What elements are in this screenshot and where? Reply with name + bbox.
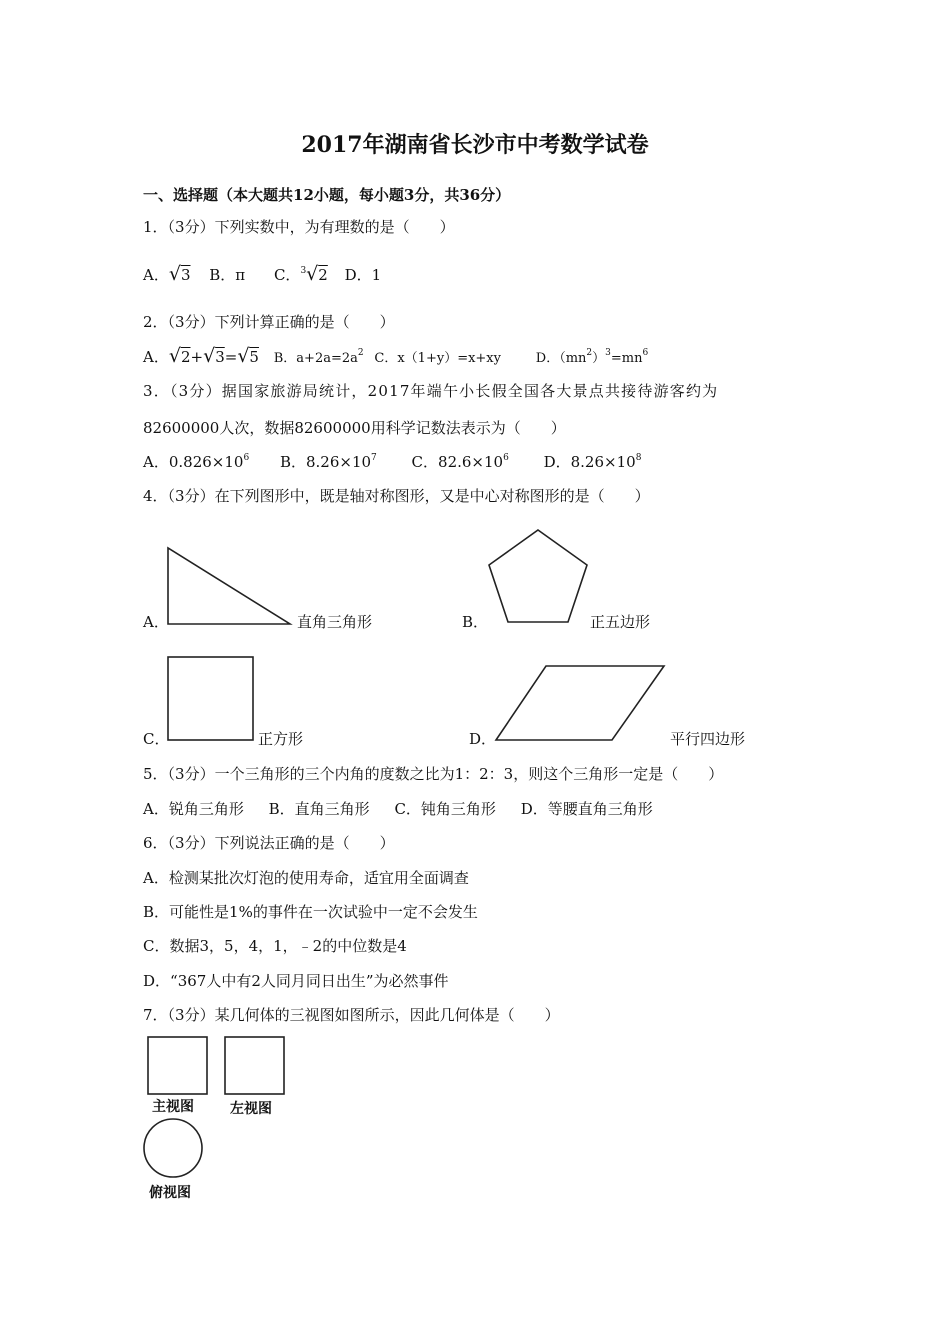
- q2-a-radicand-1: 2: [180, 348, 191, 366]
- q4-option-a-name: 直角三角形: [297, 613, 373, 631]
- q5-option-b: B．直角三角形: [268, 800, 370, 818]
- q6-option-b: B．可能性是1%的事件在一次试验中一定不会发生: [143, 903, 478, 921]
- q2-d-exp3: 6: [642, 348, 649, 358]
- q1-option-d: D．1: [344, 266, 382, 284]
- q5-option-a: A．锐角三角形: [143, 800, 244, 818]
- q2-d-exp2: 3: [605, 348, 611, 358]
- q2-option-d: [535, 348, 649, 366]
- q3-option-c: [412, 453, 509, 471]
- q1-option-c-label: C．: [273, 266, 301, 284]
- square-figure: [167, 656, 255, 742]
- q6-option-a: A．检测某批次灯泡的使用寿命，适宜用全面调查: [143, 869, 469, 887]
- question-3-stem-line2: 82600000人次，数据82600000用科学记数法表示为（ ）: [143, 419, 566, 437]
- q2-a-radicand-3: 5: [249, 348, 259, 366]
- right-triangle-figure: [166, 546, 292, 626]
- section-header: 一、选择题（本大题共12小题，每小题3分，共36分）: [143, 186, 511, 204]
- q3-option-a: [143, 453, 249, 471]
- q2-option-b: [273, 348, 364, 366]
- front-view-label: 主视图: [152, 1099, 194, 1115]
- q4-option-c-label: C．: [143, 730, 170, 748]
- q1-option-c-index: 3: [300, 266, 307, 276]
- q2-b-exp: 2: [357, 348, 364, 358]
- q5-option-d: D．等腰直角三角形: [520, 800, 653, 818]
- q3-b-text: B．8.26×10: [279, 453, 372, 471]
- top-view-figure: [142, 1117, 204, 1179]
- question-2-options: [143, 346, 648, 370]
- q3-option-b: [280, 453, 377, 471]
- question-5-options: [143, 799, 653, 819]
- question-2-stem: 2．（3分）下列计算正确的是（ ）: [143, 313, 395, 331]
- q3-a-text: A．0.826×10: [143, 453, 244, 471]
- q4-option-b-label: B．: [462, 613, 489, 631]
- q3-d-exp: 8: [635, 453, 642, 463]
- q4-option-c-name: 正方形: [258, 730, 304, 748]
- q3-option-d: [544, 453, 642, 471]
- q3-c-text: C．82.6×10: [411, 453, 504, 471]
- question-7-stem: 7．（3分）某几何体的三视图如图所示，因此几何体是（ ）: [143, 1006, 560, 1024]
- q2-option-a-label: A．: [143, 348, 169, 366]
- sqrt-icon: √: [203, 345, 216, 367]
- q3-b-exp: 7: [371, 453, 377, 463]
- q4-option-a-label: A．: [143, 613, 169, 631]
- page-title: 2017年湖南省长沙市中考数学试卷: [301, 132, 649, 158]
- side-view-figure: [224, 1036, 286, 1096]
- q4-option-b-name: 正五边形: [590, 613, 651, 631]
- question-6-stem: 6．（3分）下列说法正确的是（ ）: [143, 834, 395, 852]
- question-4-stem: 4．（3分）在下列图形中，既是轴对称图形，又是中心对称图形的是（ ）: [143, 487, 650, 505]
- cbrt-icon: √: [306, 263, 319, 285]
- sqrt-icon: √: [168, 263, 181, 285]
- q1-option-c-radicand: 2: [318, 266, 328, 284]
- q3-c-exp: 6: [503, 453, 509, 463]
- top-view-label: 俯视图: [149, 1185, 191, 1201]
- q3-d-text: D．8.26×10: [543, 453, 636, 471]
- sqrt-icon: √: [237, 345, 250, 367]
- q1-option-a-radicand: 3: [180, 266, 191, 284]
- q6-option-c: C．数据3，5，4，1，﹣2的中位数是4: [143, 937, 407, 955]
- q2-b-main: B．a+2a=2a: [273, 351, 358, 366]
- q4-option-d-name: 平行四边形: [670, 730, 746, 748]
- q3-a-exp: 6: [243, 453, 250, 463]
- sqrt-icon: √: [168, 345, 181, 367]
- regular-pentagon-figure: [486, 528, 590, 626]
- front-view-figure: [147, 1036, 209, 1096]
- parallelogram-figure: [494, 664, 666, 742]
- q6-option-d: D．“367人中有2人同月同日出生”为必然事件: [143, 972, 449, 990]
- q5-option-c: C．钝角三角形: [394, 800, 496, 818]
- q2-a-plus: +: [190, 348, 204, 366]
- question-1-stem: 1．（3分）下列实数中，为有理数的是（ ）: [143, 218, 455, 236]
- q1-option-a-label: A．: [143, 266, 169, 284]
- question-3-options: [143, 452, 641, 475]
- q2-d-end: =mn: [610, 351, 643, 366]
- question-1-options: [143, 264, 381, 288]
- question-3-stem-line1: 3．（3分）据国家旅游局统计，2017年端午小长假全国各大景点共接待游客约为: [143, 382, 719, 400]
- question-5-stem: 5．（3分）一个三角形的三个内角的度数之比为1：2：3，则这个三角形一定是（ ）: [143, 765, 724, 783]
- q2-a-equals: =: [224, 348, 238, 366]
- q2-a-radicand-2: 3: [215, 348, 225, 366]
- q4-option-d-label: D．: [469, 730, 497, 748]
- q2-d-main: D．（mn: [535, 351, 587, 366]
- side-view-label: 左视图: [230, 1101, 272, 1117]
- q1-option-b: B．π: [209, 266, 246, 284]
- q2-option-c: C．x（1+y）=x+xy: [374, 351, 501, 366]
- q2-d-exp1: 2: [586, 348, 593, 358]
- q2-d-mid: ）: [592, 351, 606, 366]
